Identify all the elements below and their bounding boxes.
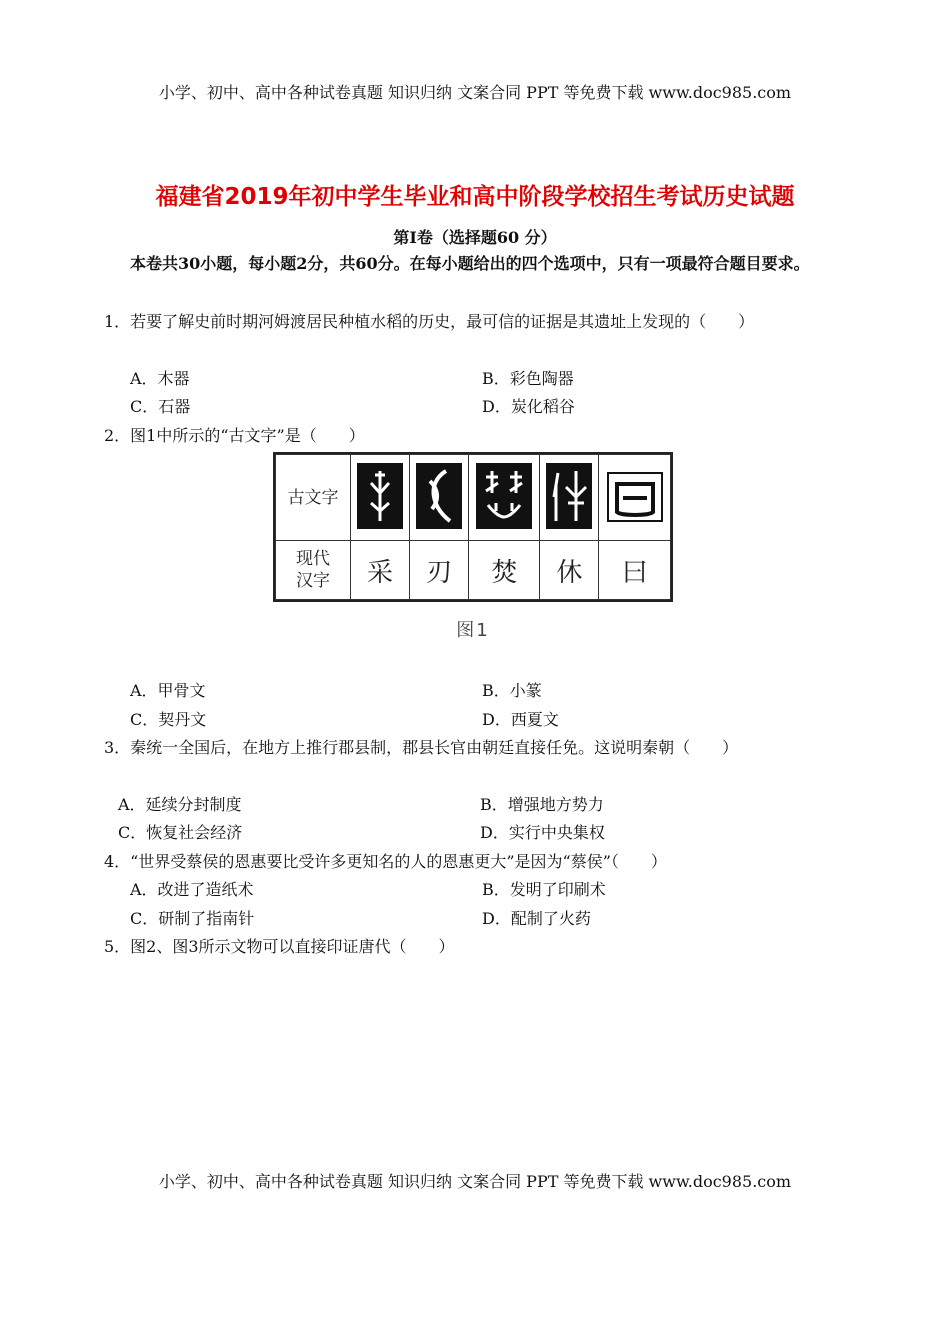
q3-option-c: C．恢复社会经济 [118, 823, 243, 842]
q4-option-b: B．发明了印刷术 [482, 880, 606, 899]
row-label-modern [276, 541, 351, 600]
instructions: 本卷共30小题，每小题2分，共60分。在每小题给出的四个选项中，只有一项最符合题目要求。 [130, 254, 810, 273]
q2-option-b: B．小篆 [482, 681, 542, 700]
seal-glyph-ren-icon [416, 463, 462, 529]
seal-glyph-cai-icon [357, 463, 403, 529]
seal-glyph-fen-icon [476, 463, 532, 529]
ancient-glyph-cell-2 [409, 455, 468, 541]
question-4-stem: 4．“世界受蔡侯的恩惠要比受许多更知名的人的恩惠更大”是因为“蔡侯”（ ） [104, 852, 667, 871]
row-label-modern-line1: 现代 [296, 549, 330, 569]
q1-option-c: C．石器 [130, 397, 191, 416]
page-footer: 小学、初中、高中各种试卷真题 知识归纳 文案合同 PPT 等免费下载 www.doc985.com [158, 1172, 792, 1191]
section-heading: 第Ⅰ卷（选择题60 分） [393, 228, 557, 247]
exam-title: 福建省2019年初中学生毕业和高中阶段学校招生考试历史试题 [155, 184, 795, 210]
figure-1-table [273, 452, 673, 602]
q1-option-d: D．炭化稻谷 [482, 397, 575, 416]
figure-1-caption: 图1 [456, 620, 490, 641]
modern-char-2: 刃 [409, 541, 468, 600]
row-label-ancient: 古文字 [276, 455, 351, 541]
question-5-stem: 5．图2、图3所示文物可以直接印证唐代（ ） [104, 937, 455, 956]
q3-option-b: B．增强地方势力 [480, 795, 604, 814]
q3-option-d: D．实行中央集权 [480, 823, 605, 842]
q4-option-a: A．改进了造纸术 [130, 880, 254, 899]
ancient-glyph-cell-1 [351, 455, 410, 541]
q2-option-c: C．契丹文 [130, 710, 207, 729]
question-2-stem: 2．图1中所示的“古文字”是（ ） [104, 426, 365, 445]
modern-char-4: 休 [540, 541, 599, 600]
q4-option-c: C．研制了指南针 [130, 909, 255, 928]
ancient-glyph-cell-5 [599, 455, 671, 541]
seal-glyph-xiu-icon [546, 463, 592, 529]
question-1-stem: 1．若要了解史前时期河姆渡居民种植水稻的历史，最可信的证据是其遗址上发现的（ ） [104, 312, 755, 331]
seal-glyph-yue-icon [607, 472, 663, 522]
q3-option-a: A．延续分封制度 [118, 795, 242, 814]
q1-option-a: A．木器 [130, 369, 190, 388]
modern-char-3: 焚 [468, 541, 540, 600]
page-header: 小学、初中、高中各种试卷真题 知识归纳 文案合同 PPT 等免费下载 www.doc985.com [158, 83, 792, 102]
row-label-modern-line2: 汉字 [296, 571, 330, 591]
modern-char-1: 采 [351, 541, 410, 600]
question-3-stem: 3．秦统一全国后，在地方上推行郡县制，郡县长官由朝廷直接任免。这说明秦朝（ ） [104, 738, 739, 757]
ancient-glyph-cell-3 [468, 455, 540, 541]
q1-option-b: B．彩色陶器 [482, 369, 574, 388]
modern-char-5: 曰 [599, 541, 671, 600]
q2-option-a: A．甲骨文 [130, 681, 206, 700]
q2-option-d: D．西夏文 [482, 710, 559, 729]
ancient-glyph-cell-4 [540, 455, 599, 541]
q4-option-d: D．配制了火药 [482, 909, 591, 928]
